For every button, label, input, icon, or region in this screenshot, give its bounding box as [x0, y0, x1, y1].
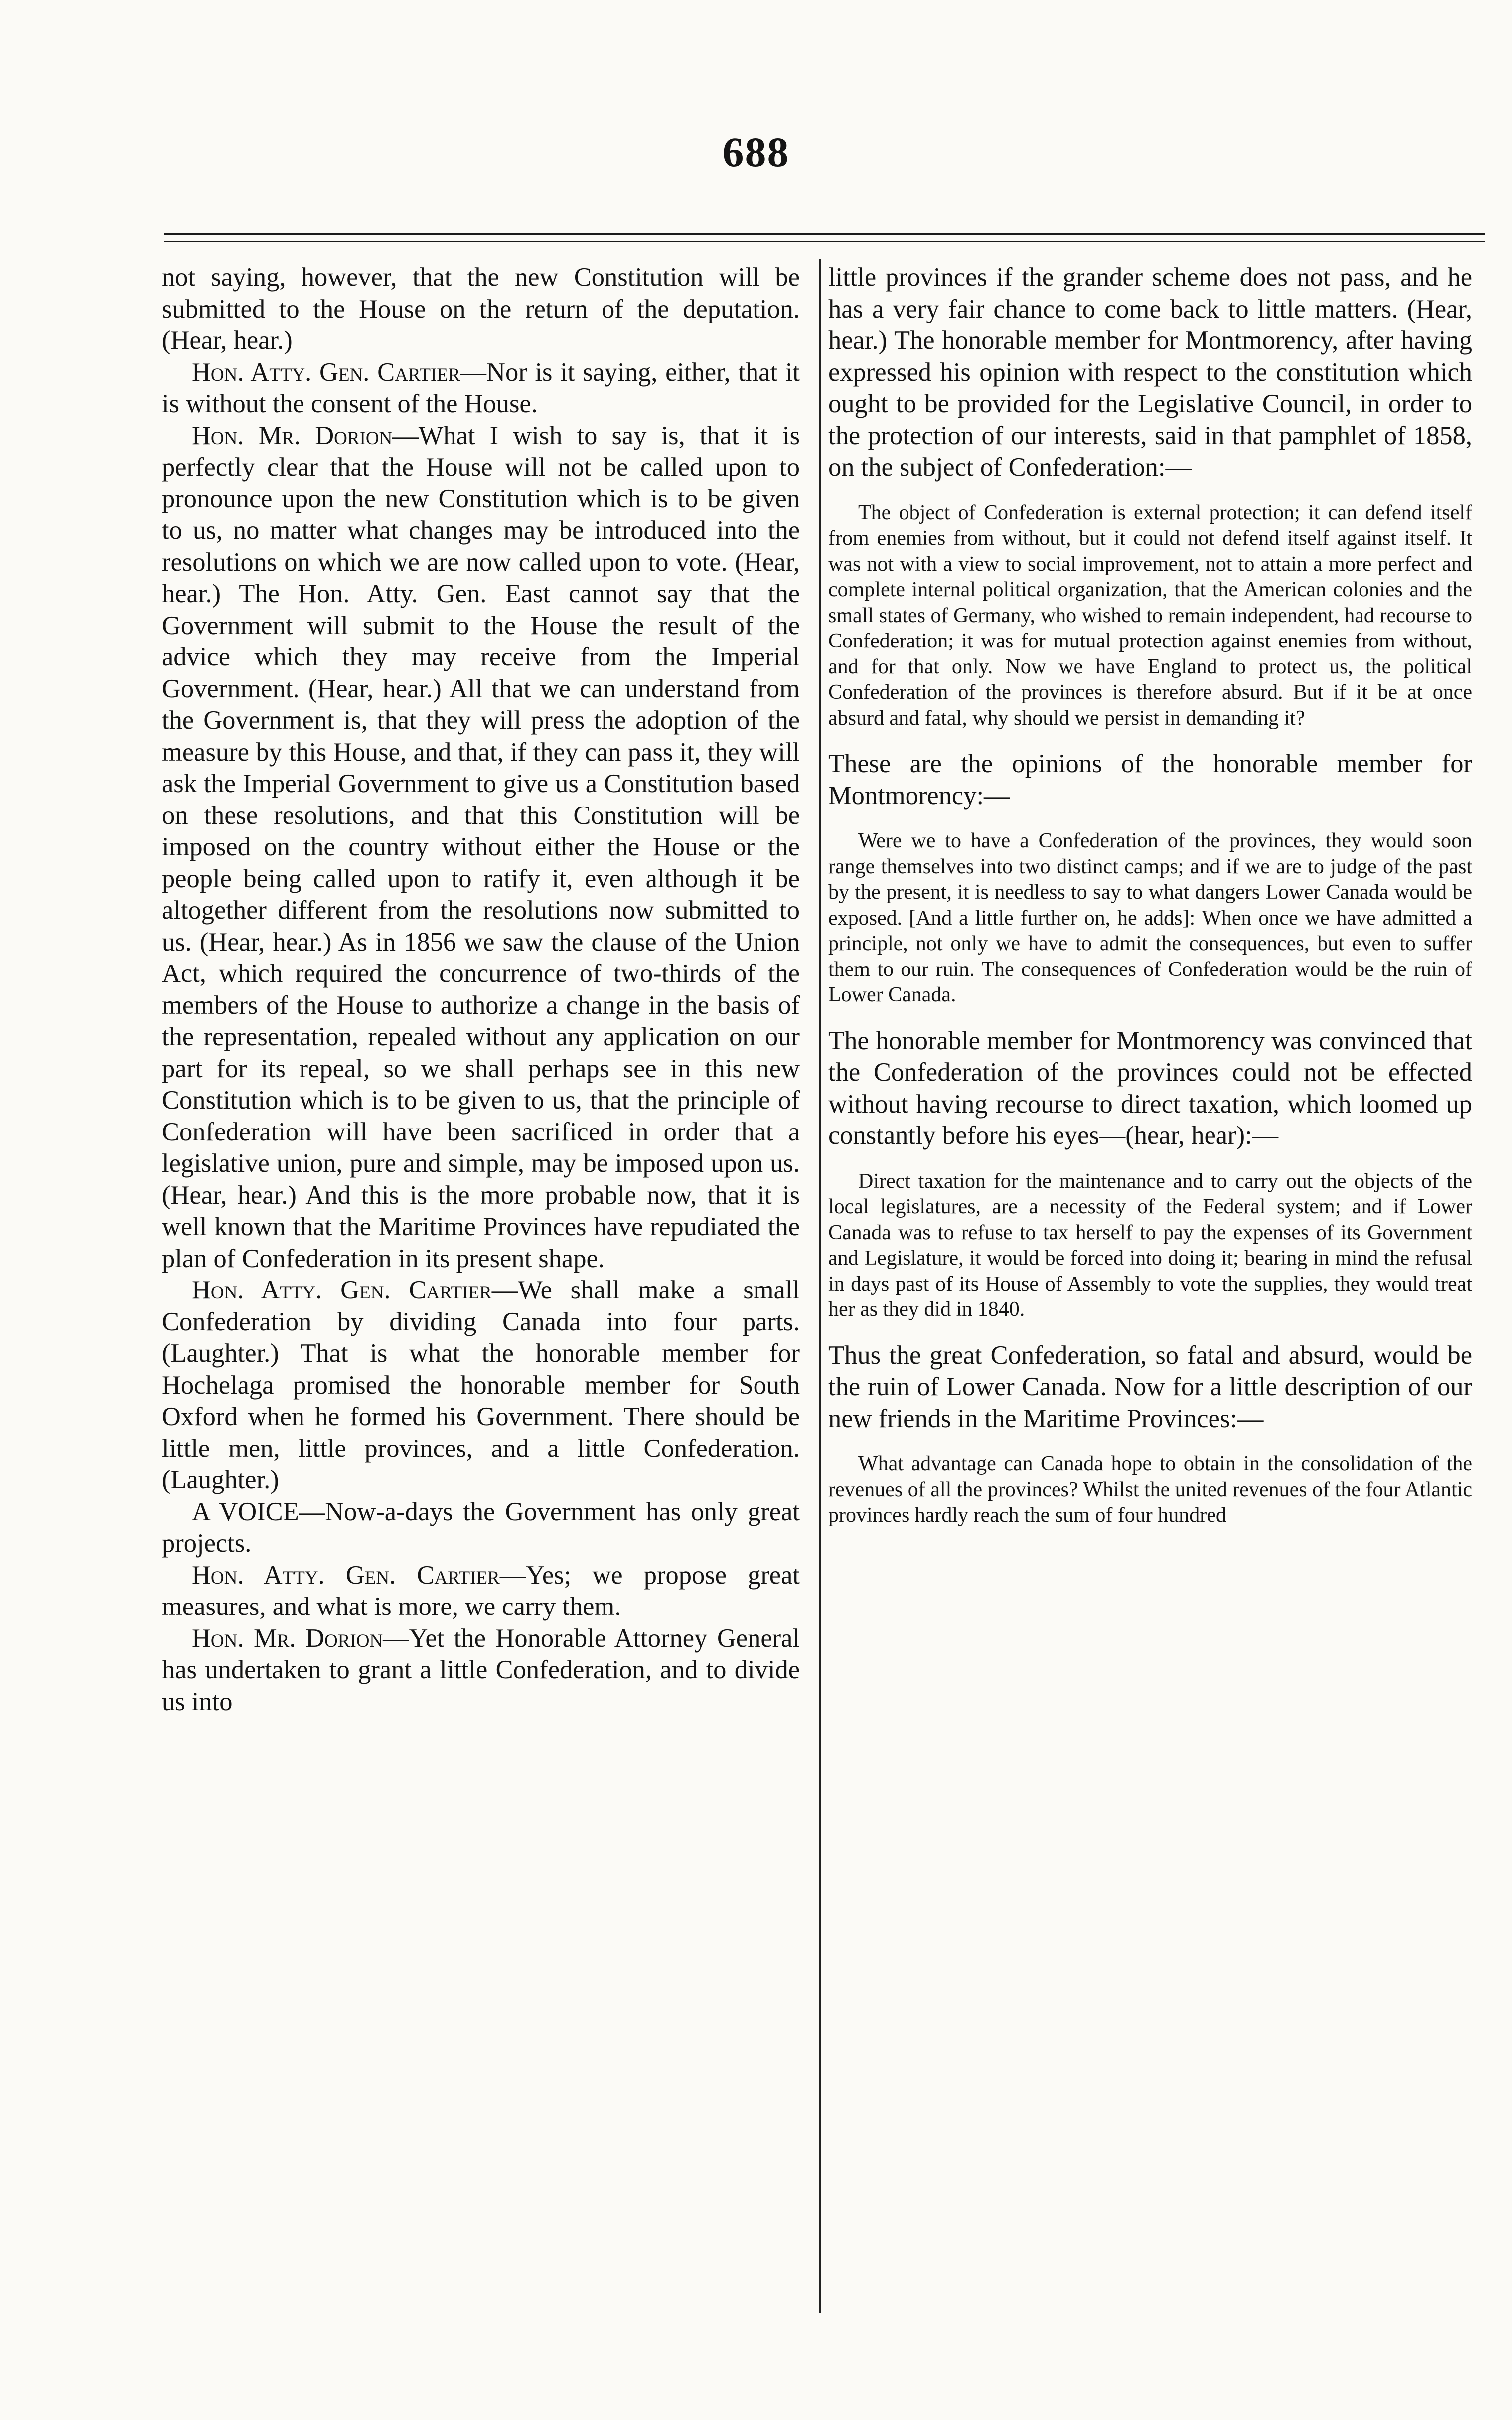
speech-text: —Yes; we propose great measures, and what is more, we carry them. [162, 1560, 800, 1621]
speech-paragraph [162, 1275, 800, 1496]
speaker-name: Hon. Atty. Gen. Cartier [192, 357, 460, 387]
header-rule [164, 233, 1485, 235]
speech-paragraph [162, 1496, 800, 1560]
quoted-passage: Were we to have a Confederation of the provinces, they would soon range themselves into two distinct camps; and if we are to judge of the past by the present, it is needless to say to what dangers Lower Canada would be exposed. [And a little further on, he adds]: When once we have admitted a principle, not only we have to admit the consequences, but even to suffer them to our ruin. The consequences of Confederation would be the ruin of Lower Canada. [828, 829, 1472, 1006]
speech-text: —Yet the Honorable Attorney General has undertaken to grant a little Confederation, and to divide us into [162, 1623, 800, 1716]
header-rule-thin [164, 241, 1485, 242]
speech-paragraph [162, 1623, 800, 1718]
body-paragraph: These are the opinions of the honorable member for Montmorency:— [828, 749, 1472, 810]
body-paragraph: little provinces if the grander scheme does not pass, and he has a very fair chance to come back to little matters. (Hear, hear.) The honorable member for Montmorency, after having expressed his opinion with respect to the constitution which ought to be provided for the Legislative Council, in order to the protection of our interests, said in that pamphlet of 1858, on the subject of Confederation:— [828, 263, 1472, 482]
body-paragraph: The honorable member for Montmorency was convinced that the Confederation of the provinces could not be effected without having recourse to direct taxation, which loomed up constantly before his eyes—(hear, hear):— [828, 1026, 1472, 1150]
speech-text: —Now-a-days the Government has only great projects. [162, 1497, 800, 1558]
speech-paragraph [162, 357, 800, 420]
speaker-name: Hon. Mr. Dorion [192, 1623, 383, 1653]
speaker-name: Hon. Mr. Dorion [192, 421, 393, 450]
speech-text: —What I wish to say is, that it is perfectly clear that the House will not be called upon to pronounce upon the new Constitution which is to be given to us, no matter what changes may be introduced into the resolutions on which we are now called upon to vote. (Hear, hear.) The Hon. Atty. Gen. East cannot say that the Government will submit to the House the result of the advice which they may receive from the Imperial Government. (Hear, hear.) All that we can understand from the Government is, that they will press the adoption of the measure by this House, and that, if they can pass it, they will ask the Imperial Government to give us a Constitution based on these resolutions, and that this Constitution will be imposed on the country without either the House or the people being called upon to ratify it, even although it be altogether different from the resolutions now submitted to us. (Hear, hear.) As in 1856 we saw the clause of the Union Act, which required the concurrence of two-thirds of the members of the House to authorize a change in the basis of the representation, repealed without any application on our part for its repeal, so we shall perhaps see in this new Constitution which is to be given to us, that the principle of Confederation will have been sacrificed in order that a legislative union, pure and simple, may be imposed upon us. (Hear, hear.) And this is the more probable now, that it is well known that the Maritime Provinces have repudiated the plan of Confederation in its present shape. [162, 421, 800, 1273]
speaker-name: A VOICE [192, 1497, 299, 1526]
page-number: 688 [722, 128, 790, 176]
speech-paragraph [162, 420, 800, 1275]
speech-paragraph [162, 1560, 800, 1623]
speech-text: —Nor is it saying, either, that it is without the consent of the House. [162, 357, 800, 418]
speech-text: —We shall make a small Confederation by dividing Canada into four parts. (Laughter.) That is what the honorable member for Hochelaga promised the honorable member for South Oxford when he formed his Government. There should be little men, little provinces, and a little Confederation. (Laughter.) [162, 1276, 800, 1494]
speaker-name: Hon. Atty. Gen. Cartier [192, 1276, 492, 1304]
column-divider [819, 259, 821, 2313]
quoted-passage: The object of Confederation is external protection; it can defend itself from enemies from without, but it could not defend itself against itself. It was not with a view to social improvement, not to attain a more perfect and complete internal political organization, that the American colonies and the small states of Germany, who wished to remain independent, had recourse to Confederation; it was for mutual protection against enemies from without, and for that only. Now we have England to protect us, the political Confederation of the provinces is therefore absurd. But if it be at once absurd and fatal, why should we persist in demanding it? [828, 501, 1472, 730]
body-paragraph: not saying, however, that the new Constitution will be submitted to the House on the return of the deputation. (Hear, hear.) [162, 263, 800, 355]
quoted-passage: Direct taxation for the maintenance and to carry out the objects of the local legislatures, are a necessity of the Federal system; and if Lower Canada was to refuse to tax herself to pay the expenses of its Government and Legislature, it would be forced into doing it; bearing in mind the refusal in days past of its House of Assembly to vote the supplies, they would treat her as they did in 1840. [828, 1169, 1472, 1321]
quoted-passage: What advantage can Canada hope to obtain in the consolidation of the revenues of all the provinces? Whilst the united revenues of the four Atlantic provinces hardly reach the sum of four hundred [828, 1452, 1472, 1527]
left-column [162, 262, 800, 1718]
speaker-name: Hon. Atty. Gen. Cartier [192, 1560, 500, 1590]
body-paragraph: Thus the great Confederation, so fatal and absurd, would be the ruin of Lower Canada. Now for a little description of our new friends in the Maritime Provinces:— [828, 1340, 1472, 1433]
right-column [828, 262, 1472, 1546]
